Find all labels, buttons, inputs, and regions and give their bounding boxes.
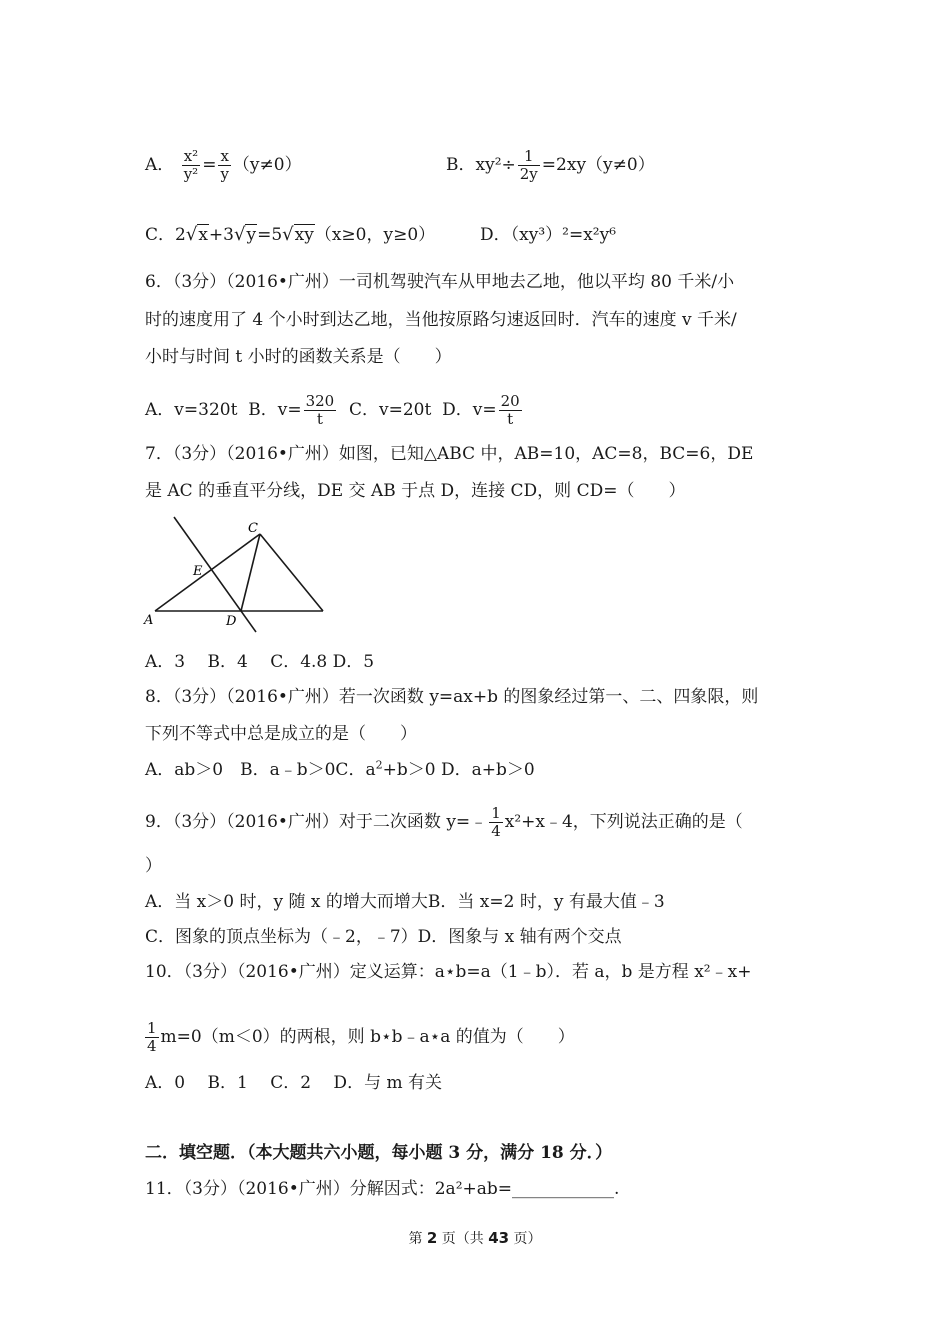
perpendicular-bisector-de	[174, 517, 256, 632]
q8-line-1: 8．（3分）（2016•广州）若一次函数 y=ax+b 的图象经过第一、二、四象限，则	[145, 687, 759, 707]
q6-line-2: 时的速度用了 4 个小时到达乙地，当他按原路匀速返回时．汽车的速度 v 千米/	[145, 310, 737, 330]
label-d: D	[226, 614, 237, 629]
q7-triangle-figure	[140, 512, 340, 637]
q5-option-c: C．2√x+3√y=5√xy（x≥0，y≥0）	[145, 224, 436, 245]
q9-options-ab: A．当 x＞0 时，y 随 x 的增大而增大B．当 x=2 时，y 有最大值﹣3	[145, 892, 665, 912]
label-a: A	[144, 613, 154, 628]
q10-line-1: 10．（3分）（2016•广州）定义运算：a⋆b=a（1﹣b）．若 a，b 是方程 x²﹣x+	[145, 962, 752, 982]
q10-options: A．0 B．1 C．2 D．与 m 有关	[145, 1073, 442, 1093]
q5-option-b: B．xy²÷ $\frac{1}{2y}$ =2xy（y≠0）	[446, 147, 655, 183]
q8-options: A．ab＞0 B．a﹣b＞0C．$a^2+b>0$ D．a+b＞0	[145, 758, 535, 780]
q7-line-1: 7．（3分）（2016•广州）如图，已知△ABC 中，AB=10，AC=8，BC=6，DE	[145, 444, 754, 464]
q6-options: A．v=320t B．v= $\frac{320}{t}$ C．v=20t D．v= $\frac{20}{t}$	[145, 392, 520, 428]
q9-line-1: 9．（3分）（2016•广州）对于二次函数 y=﹣ $\frac{1}{4}$ x²+x﹣4，下列说法正确的是（	[145, 804, 743, 840]
section-heading: 二．填空题．（本大题共六小题，每小题 3 分，满分 18 分．）	[145, 1143, 613, 1163]
q8-line-2: 下列不等式中总是成立的是（ ）	[145, 724, 417, 744]
q5-option-d: D．（xy³）²=x²y⁶	[480, 225, 617, 245]
q6-line-1: 6．（3分）（2016•广州）一司机驾驶汽车从甲地去乙地，他以平均 80 千米/小	[145, 272, 735, 292]
q9-options-cd: C．图象的顶点坐标为（﹣2，﹣7）D．图象与 x 轴有两个交点	[145, 927, 622, 947]
label-c: C	[248, 521, 258, 536]
page-footer: 第 2 页（共 43 页）	[408, 1229, 542, 1247]
q11-line: 11．（3分）（2016•广州）分解因式：2a²+ab=____________.	[145, 1179, 620, 1199]
q10-line-2: $\frac{1}{4}$ m=0（m＜0）的两根，则 b⋆b﹣a⋆a 的值为（ ）	[147, 1019, 575, 1055]
q7-line-2: 是 AC 的垂直平分线，DE 交 AB 于点 D，连接 CD，则 CD=（ ）	[145, 481, 686, 501]
q6-line-3: 小时与时间 t 小时的函数关系是（ ）	[145, 347, 452, 367]
q7-options: A．3 B．4 C．4.8 D．5	[145, 652, 375, 672]
label-e: E	[193, 564, 203, 579]
segment-bc	[260, 534, 323, 611]
q9-line-2: ）	[145, 856, 162, 876]
q5-option-a: A． $\frac{\text{x²}}{\text{y²}}$ = $\frac{x}{y}$ （y≠0）	[145, 147, 302, 183]
